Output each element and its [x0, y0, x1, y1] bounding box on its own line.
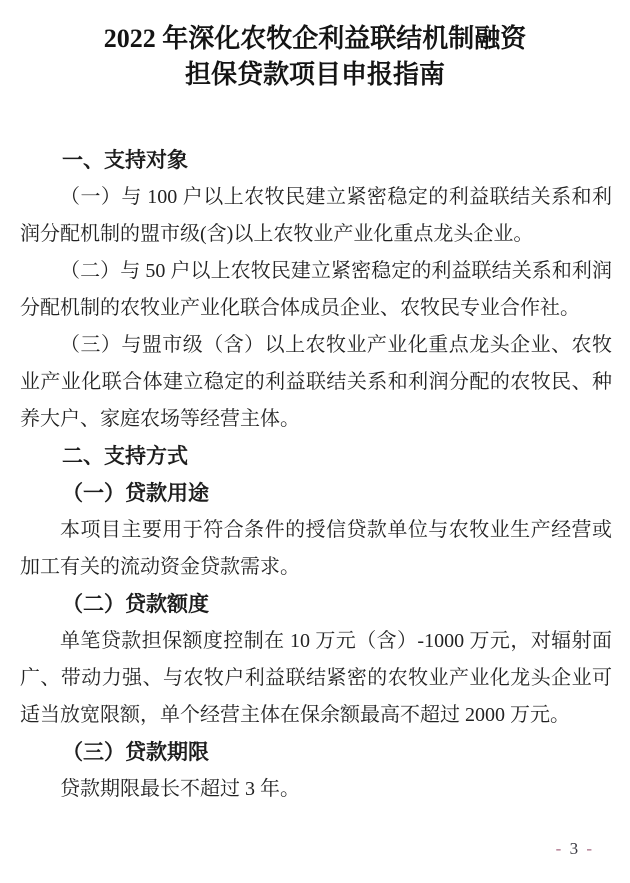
document-body	[20, 142, 612, 808]
paragraph-support-target-1: （一）与 100 户以上农牧民建立紧密稳定的利益联结关系和利润分配机制的盟市级(含)以上农牧业产业化重点龙头企业。	[20, 186, 612, 245]
title-line-2: 担保贷款项目申报指南	[184, 60, 445, 89]
page-number	[556, 839, 594, 859]
paragraph-loan-purpose: 本项目主要用于符合条件的授信贷款单位与农牧业生产经营或加工有关的流动资金贷款需求。	[20, 519, 612, 578]
paragraph-support-target-3: （三）与盟市级（含）以上农牧业产业化重点龙头企业、农牧业产业化联合体建立稳定的利益联结关系和利润分配的农牧民、种养大户、家庭农场等经营主体。	[20, 334, 612, 430]
subsection-heading-loan-amount: （二）贷款额度	[62, 592, 209, 616]
section-heading-support-methods: 二、支持方式	[62, 445, 188, 468]
page-number-value: 3	[569, 839, 581, 858]
subsection-heading-loan-term: （三）贷款期限	[62, 740, 209, 764]
subsection-heading-loan-purpose: （一）贷款用途	[62, 481, 209, 505]
paragraph-loan-amount: 单笔贷款担保额度控制在 10 万元（含）-1000 万元，对辐射面广、带动力强、与农牧户利益联结紧密的农牧业产业化龙头企业可适当放宽限额，单个经营主体在保余额最高不超过 2000 万元。	[20, 630, 612, 726]
document-title	[28, 21, 602, 93]
page-number-dash-right: -	[586, 839, 594, 858]
paragraph-loan-term: 贷款期限最长不超过 3 年。	[60, 778, 300, 800]
section-heading-support-targets: 一、支持对象	[62, 149, 188, 172]
paragraph-support-target-2: （二）与 50 户以上农牧民建立紧密稳定的利益联结关系和利润分配机制的农牧业产业化联合体成员企业、农牧民专业合作社。	[20, 260, 612, 319]
title-line-1: 2022 年深化农牧企利益联结机制融资	[103, 24, 527, 53]
page-number-dash-left: -	[555, 839, 564, 858]
